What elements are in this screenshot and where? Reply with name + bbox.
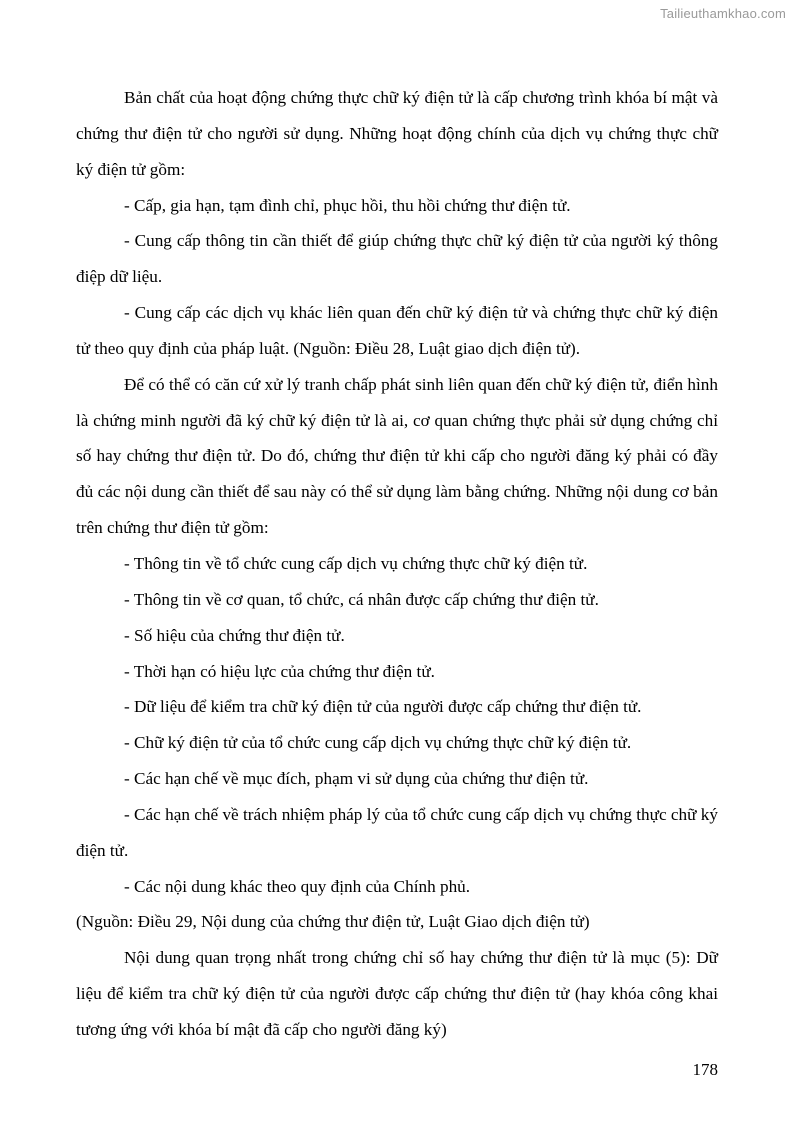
list-item: - Chữ ký điện tử của tổ chức cung cấp dịch vụ chứng thực chữ ký điện tử.: [124, 733, 632, 753]
list-item: - Cung cấp các dịch vụ khác liên quan đến chữ ký điện tử và chứng thực chữ ký điện tử theo quy định của pháp luật. (Nguồn: Điều 28, Luật giao dịch điện tử).: [76, 303, 718, 358]
list-item: - Cấp, gia hạn, tạm đình chỉ, phục hồi, thu hồi chứng thư điện tử.: [124, 195, 571, 215]
list-item: - Dữ liệu để kiểm tra chữ ký điện tử của người được cấp chứng thư điện tử.: [124, 697, 642, 717]
paragraph-conclusion: Nội dung quan trọng nhất trong chứng chỉ số hay chứng thư điện tử là mục (5): Dữ liệu để kiểm tra chữ ký điện tử của người được cấp chứng thư điện tử (hay khóa công khai tương ứng với khóa bí mật đã cấp cho người đăng ký): [76, 948, 718, 1039]
list-item: - Số hiệu của chứng thư điện tử.: [124, 625, 345, 645]
list-item: - Các nội dung khác theo quy định của Chính phủ.: [124, 876, 471, 896]
source-citation: (Nguồn: Điều 29, Nội dung của chứng thư điện tử, Luật Giao dịch điện tử): [76, 912, 590, 932]
list-item: - Thời hạn có hiệu lực của chứng thư điện tử.: [124, 661, 435, 681]
paragraph: Để có thể có căn cứ xử lý tranh chấp phát sinh liên quan đến chữ ký điện tử, điển hình là chứng minh người đã ký chữ ký điện tử là ai, cơ quan chứng thực phải sử dụng chứng chỉ số hay chứng thư điện tử. Do đó, chứng thư điện tử khi cấp cho người đăng ký phải có đầy đủ các nội dung cần thiết để sau này có thể sử dụng làm bằng chứng. Những nội dung cơ bản trên chứng thư điện tử gồm:: [76, 374, 718, 538]
document-body: [76, 80, 718, 1048]
list-item: - Thông tin về cơ quan, tổ chức, cá nhân được cấp chứng thư điện tử.: [124, 589, 599, 609]
page-number: 178: [692, 1060, 718, 1079]
paragraph-intro: Bản chất của hoạt động chứng thực chữ ký điện tử là cấp chương trình khóa bí mật và chứng thư điện tử cho người sử dụng. Những hoạt động chính của dịch vụ chứng thực chữ ký điện tử gồm:: [76, 88, 718, 179]
watermark: Tailieuthamkhao.com: [660, 6, 786, 21]
list-item: - Cung cấp thông tin cần thiết để giúp chứng thực chữ ký điện tử của người ký thông điệp dữ liệu.: [76, 231, 718, 287]
list-item: - Thông tin về tổ chức cung cấp dịch vụ chứng thực chữ ký điện tử.: [124, 553, 588, 573]
list-item: - Các hạn chế về mục đích, phạm vi sử dụng của chứng thư điện tử.: [124, 769, 589, 789]
list-item: - Các hạn chế về trách nhiệm pháp lý của tổ chức cung cấp dịch vụ chứng thực chữ ký điện tử.: [76, 804, 718, 860]
